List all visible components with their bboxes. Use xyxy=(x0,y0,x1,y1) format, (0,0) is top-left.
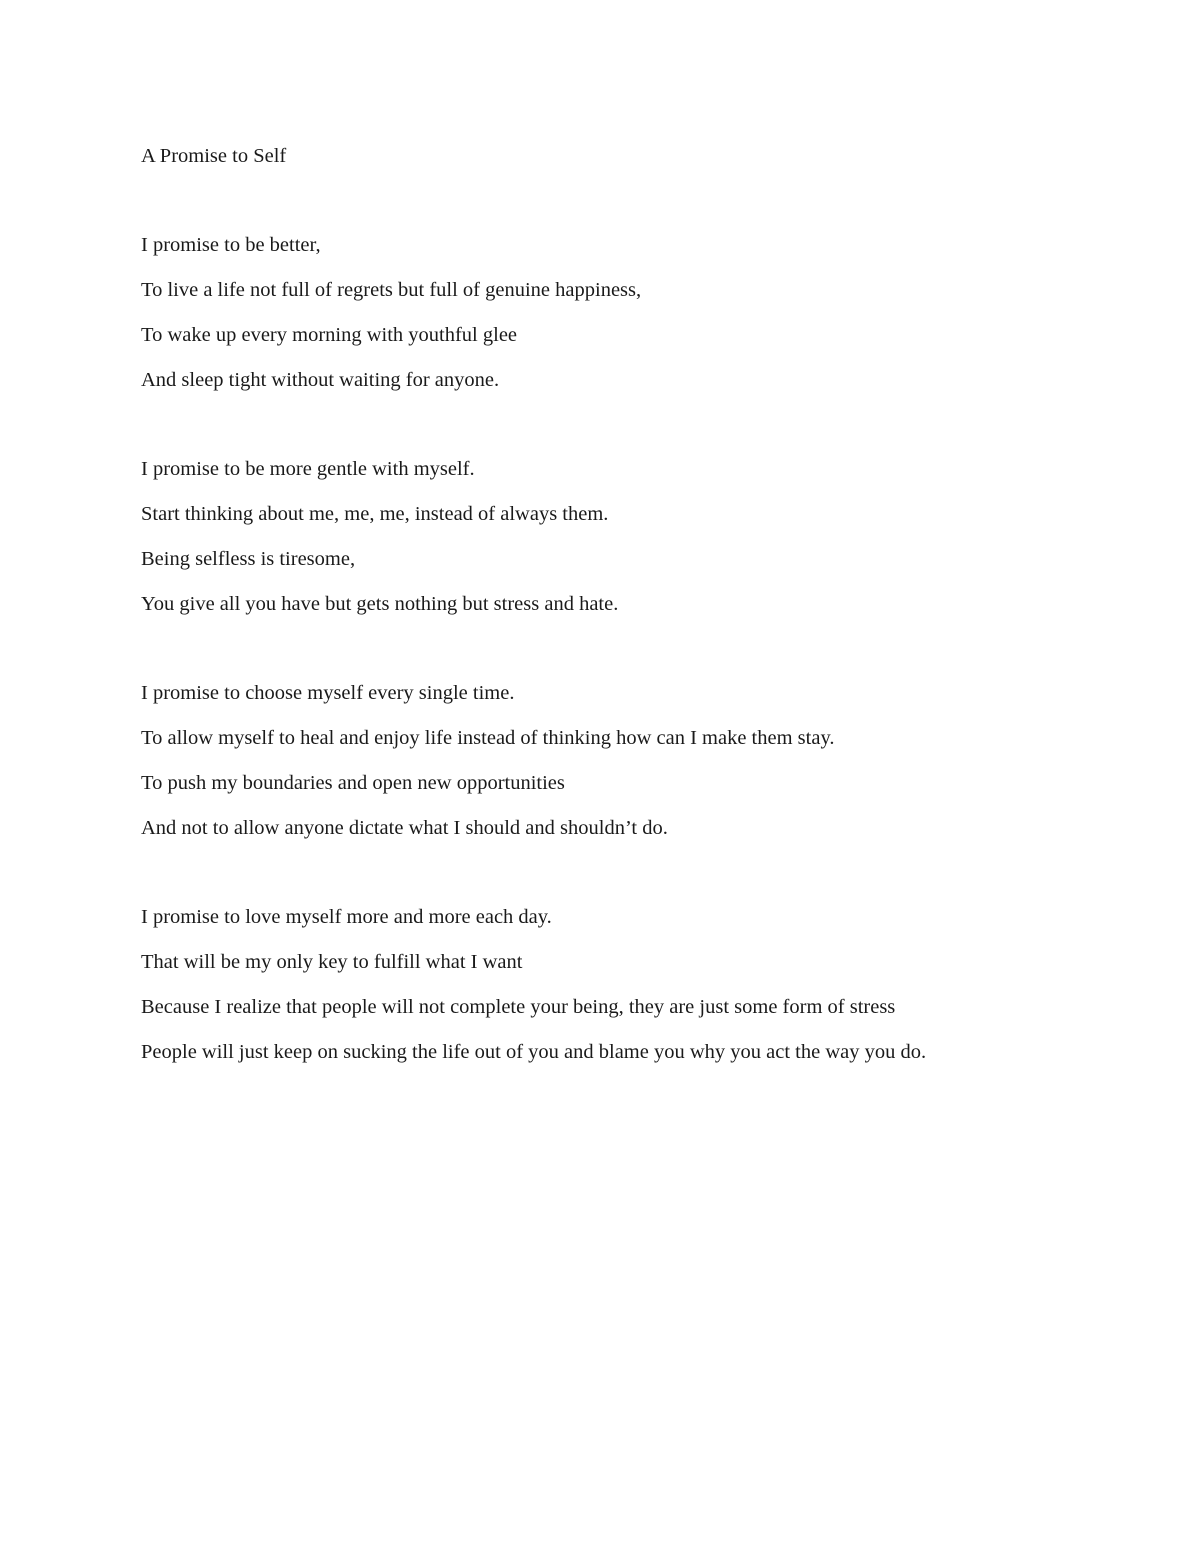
stanza-spacer xyxy=(141,634,1141,678)
stanza-1 xyxy=(141,230,1141,410)
poem-line: And sleep tight without waiting for anyone. xyxy=(141,369,500,391)
poem-line: I promise to love myself more and more each day. xyxy=(141,906,552,928)
poem-line: To live a life not full of regrets but full of genuine happiness, xyxy=(141,279,642,301)
stanza-2 xyxy=(141,454,1141,634)
stanza-spacer xyxy=(141,186,1141,230)
poem-line: You give all you have but gets nothing but stress and hate. xyxy=(141,593,619,615)
poem-line: To allow myself to heal and enjoy life instead of thinking how can I make them stay. xyxy=(141,727,835,749)
poem-body xyxy=(141,141,1141,1082)
stanza-spacer xyxy=(141,410,1141,454)
poem-line: I promise to be more gentle with myself. xyxy=(141,458,475,480)
poem-line: That will be my only key to fulfill what I want xyxy=(141,951,523,973)
poem-line: I promise to choose myself every single time. xyxy=(141,682,515,704)
poem-line: To wake up every morning with youthful glee xyxy=(141,324,518,346)
stanza-3 xyxy=(141,678,1141,858)
stanza-spacer xyxy=(141,858,1141,902)
poem-line: I promise to be better, xyxy=(141,234,321,256)
poem-line: Being selfless is tiresome, xyxy=(141,548,356,570)
poem-line: And not to allow anyone dictate what I should and shouldn’t do. xyxy=(141,817,668,839)
poem-line: To push my boundaries and open new opportunities xyxy=(141,772,565,794)
poem-line: People will just keep on sucking the life out of you and blame you why you act the way you do. xyxy=(141,1041,927,1063)
poem-title: A Promise to Self xyxy=(141,145,287,167)
poem-line: Start thinking about me, me, me, instead of always them. xyxy=(141,503,609,525)
poem-line: Because I realize that people will not complete your being, they are just some form of stress xyxy=(141,996,896,1018)
stanza-4 xyxy=(141,902,1141,1082)
